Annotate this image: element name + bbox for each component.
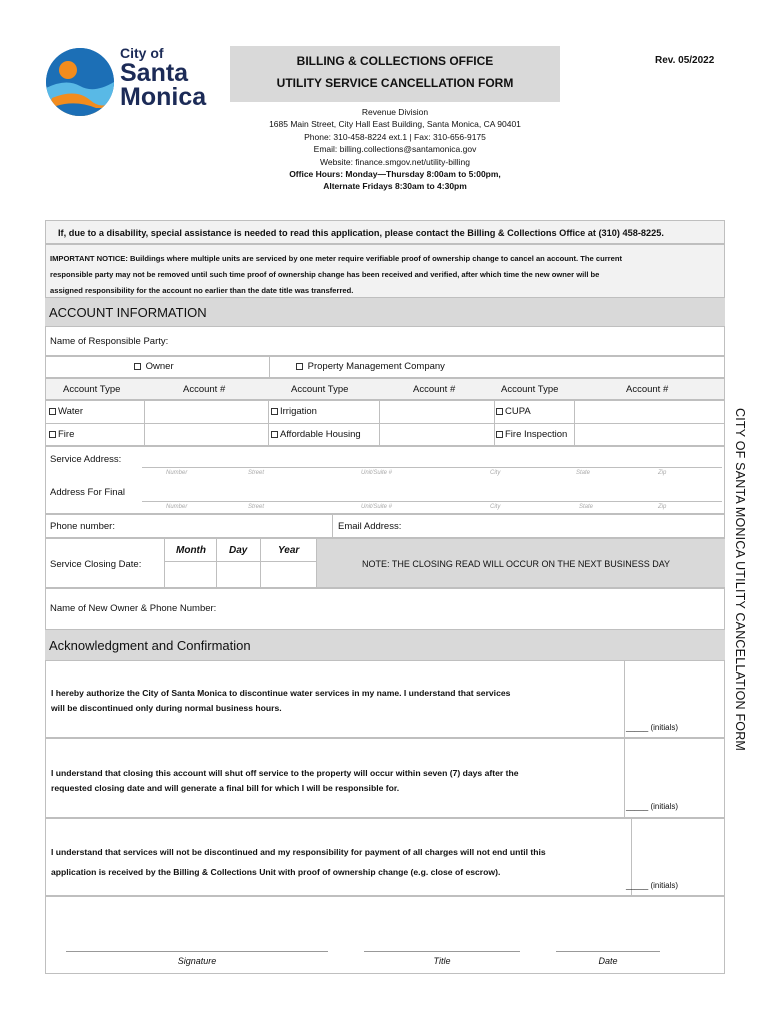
signature-field[interactable]: Signature bbox=[66, 951, 328, 966]
closing-date-row: Service Closing Date: Month Day Year NOTE: THE CLOSING READ WILL OCCUR ON THE NEXT BUSINESS DAY bbox=[45, 538, 725, 588]
ack-section-header: Acknowledgment and Confirmation bbox=[45, 630, 725, 660]
party-type-row bbox=[45, 356, 725, 378]
checkbox-icon bbox=[134, 363, 141, 370]
account-section-header: ACCOUNT INFORMATION bbox=[45, 298, 725, 326]
cupa-checkbox[interactable]: CUPA bbox=[496, 406, 531, 417]
new-owner-row bbox=[45, 588, 725, 630]
fire-checkbox[interactable]: Fire bbox=[49, 429, 74, 440]
city-logo-wordmark: City of Santa Monica bbox=[120, 45, 207, 111]
month-field[interactable] bbox=[165, 562, 216, 588]
ack-item-2: I understand that closing this account will shut off service to the property will occur within seven (7) days after the requested closing date and will generate a final bill for which I will be responsible for. _____ (initials) bbox=[45, 738, 725, 818]
city-logo-icon bbox=[46, 48, 114, 116]
office-title: BILLING & COLLECTIONS OFFICE bbox=[296, 54, 494, 68]
owner-checkbox[interactable]: Owner bbox=[134, 361, 174, 372]
ack-item-3: I understand that services will not be discontinued and my responsibility for payment of all charges will not end until this application is received by the Billing & Collections Unit with proof of ownership change (e.g. close of escrow). _____ (initials) bbox=[45, 818, 725, 896]
affordable-housing-checkbox[interactable]: Affordable Housing bbox=[271, 429, 361, 440]
day-field[interactable] bbox=[217, 562, 260, 588]
account-table-body bbox=[45, 400, 725, 446]
form-title: UTILITY SERVICE CANCELLATION FORM bbox=[276, 76, 514, 90]
ack-item-1: I hereby authorize the City of Santa Monica to discontinue water services in my name. I understand that services will be discontinued only during normal business hours. _____ (initials) bbox=[45, 660, 725, 738]
side-form-label: CITY OF SANTA MONICA UTILITY CANCELLATION FORM bbox=[733, 408, 747, 752]
final-address-field[interactable] bbox=[142, 501, 722, 502]
initials-field-1[interactable]: _____ (initials) bbox=[626, 723, 679, 732]
irrigation-checkbox[interactable]: Irrigation bbox=[271, 406, 317, 417]
title-field[interactable]: Title bbox=[364, 951, 520, 966]
email-field[interactable]: Email Address: bbox=[338, 521, 402, 532]
year-field[interactable] bbox=[261, 562, 316, 588]
new-owner-field[interactable]: Name of New Owner & Phone Number: bbox=[50, 603, 217, 614]
important-notice: IMPORTANT NOTICE: Buildings where multiple units are serviced by one meter require verifiable proof of ownership change to cancel an account. The current responsible party may not be removed until such time proof of ownership change has been received and verified, after which time the new owner will be assigned responsibility for the account no earlier than the date title was transferred. bbox=[50, 254, 623, 295]
disability-notice-box bbox=[45, 220, 725, 244]
revision-label: Rev. 05/2022 bbox=[655, 55, 715, 66]
water-checkbox[interactable]: Water bbox=[49, 406, 83, 417]
form-header bbox=[230, 46, 560, 102]
address-block: Service Address: Number Street Unit/Suite # City State Zip Address For Final Number Street Unit/Suite # City State Zip bbox=[45, 446, 725, 514]
initials-field-3[interactable]: _____ (initials) bbox=[626, 881, 679, 890]
phone-field[interactable]: Phone number: bbox=[50, 521, 115, 532]
fire-inspection-checkbox[interactable]: Fire Inspection bbox=[496, 429, 567, 440]
office-contact-info: Revenue Division 1685 Main Street, City Hall East Building, Santa Monica, CA 90401 Phone: 310-458-8224 ext.1 | Fax: 310-656-9175 Email: billing.collections@santamonica.gov Website: finance.smgov.net/utility-billing Office Hours: Monday—Thursday 8:00am to 5:00pm, Alternate Fridays 8:30am to 4:30pm bbox=[269, 107, 521, 192]
account-table-header: Account Type Account # Account Type Account # Account Type Account # bbox=[45, 378, 725, 400]
initials-field-2[interactable]: _____ (initials) bbox=[626, 802, 679, 811]
disability-notice: If, due to a disability, special assistance is needed to read this application, please contact the Billing & Collections Office at (310) 458-8225. bbox=[58, 228, 664, 238]
closing-note: NOTE: THE CLOSING READ WILL OCCUR ON THE NEXT BUSINESS DAY bbox=[362, 559, 671, 569]
signature-block bbox=[45, 896, 725, 974]
service-address-field[interactable] bbox=[142, 467, 722, 468]
checkbox-icon bbox=[296, 363, 303, 370]
important-notice-box bbox=[45, 244, 725, 298]
responsible-party-row: Name of Responsible Party: bbox=[45, 326, 725, 356]
date-field[interactable]: Date bbox=[556, 951, 660, 966]
pm-company-checkbox[interactable]: Property Management Company bbox=[296, 361, 445, 372]
phone-email-row bbox=[45, 514, 725, 538]
